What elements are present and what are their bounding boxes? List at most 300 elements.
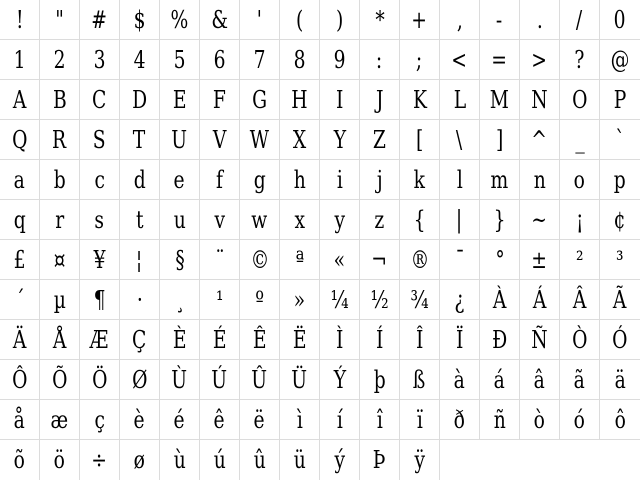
- glyph-cell[interactable]: [400, 440, 440, 480]
- glyph-cell[interactable]: [480, 40, 520, 80]
- glyph: ø: [133, 446, 146, 474]
- glyph: p: [614, 165, 626, 194]
- glyph-cell[interactable]: [80, 0, 120, 40]
- glyph-cell[interactable]: [0, 120, 40, 160]
- glyph-cell[interactable]: [240, 40, 280, 80]
- glyph: ì: [296, 405, 303, 434]
- glyph-cell[interactable]: [120, 240, 160, 280]
- glyph-cell[interactable]: [280, 440, 320, 480]
- glyph: ê: [213, 405, 226, 434]
- glyph-cell[interactable]: [560, 320, 600, 360]
- glyph-cell[interactable]: [600, 320, 640, 360]
- glyph-cell[interactable]: [40, 40, 80, 80]
- glyph-cell[interactable]: [360, 0, 400, 40]
- glyph-cell[interactable]: [400, 360, 440, 400]
- glyph-cell[interactable]: [320, 160, 360, 200]
- glyph: .: [536, 5, 543, 34]
- glyph: *: [374, 5, 385, 34]
- glyph-cell[interactable]: [0, 80, 40, 120]
- glyph: Ö: [91, 365, 108, 394]
- glyph-cell[interactable]: [520, 400, 560, 440]
- glyph: ²: [575, 245, 584, 274]
- glyph-cell[interactable]: [40, 120, 80, 160]
- glyph: â: [533, 365, 546, 394]
- glyph-cell[interactable]: [520, 240, 560, 280]
- glyph-cell[interactable]: [560, 80, 600, 120]
- glyph-cell[interactable]: [480, 120, 520, 160]
- glyph-cell[interactable]: [280, 160, 320, 200]
- glyph-cell[interactable]: [80, 280, 120, 320]
- glyph: Ï: [455, 325, 464, 354]
- glyph-cell[interactable]: [280, 280, 320, 320]
- glyph-cell[interactable]: [200, 280, 240, 320]
- glyph: Ç: [132, 325, 147, 354]
- glyph-cell[interactable]: [0, 280, 40, 320]
- glyph-cell[interactable]: [80, 160, 120, 200]
- glyph-cell[interactable]: [200, 120, 240, 160]
- glyph-cell[interactable]: [600, 280, 640, 320]
- glyph-cell[interactable]: [520, 320, 560, 360]
- glyph-cell[interactable]: [280, 0, 320, 40]
- glyph-cell[interactable]: [0, 160, 40, 200]
- glyph-cell[interactable]: [160, 280, 200, 320]
- glyph: X: [292, 125, 307, 154]
- glyph-cell[interactable]: [360, 240, 400, 280]
- glyph-cell[interactable]: [480, 200, 520, 240]
- glyph-cell[interactable]: [560, 280, 600, 320]
- glyph-cell[interactable]: [600, 360, 640, 400]
- glyph-cell[interactable]: [40, 240, 80, 280]
- glyph-cell[interactable]: [80, 120, 120, 160]
- glyph: O: [571, 85, 588, 114]
- glyph-cell[interactable]: [520, 160, 560, 200]
- glyph-cell[interactable]: [400, 80, 440, 120]
- glyph-cell[interactable]: [360, 120, 400, 160]
- glyph-cell[interactable]: [280, 400, 320, 440]
- glyph-cell[interactable]: [120, 0, 160, 40]
- glyph: ¿: [454, 285, 465, 314]
- glyph: 1: [13, 45, 26, 74]
- glyph-cell[interactable]: [360, 440, 400, 480]
- glyph: Õ: [51, 365, 68, 394]
- glyph-cell[interactable]: [240, 120, 280, 160]
- glyph: Ä: [12, 325, 27, 354]
- glyph-cell[interactable]: [560, 0, 600, 40]
- glyph: Ý: [333, 365, 346, 394]
- glyph-cell[interactable]: [440, 240, 480, 280]
- glyph-cell[interactable]: [440, 280, 480, 320]
- glyph: å: [13, 405, 26, 434]
- glyph-cell[interactable]: [240, 400, 280, 440]
- glyph: T: [133, 125, 146, 154]
- glyph-cell[interactable]: [160, 0, 200, 40]
- glyph-cell[interactable]: [280, 40, 320, 80]
- glyph-cell[interactable]: [120, 80, 160, 120]
- glyph-cell[interactable]: [320, 280, 360, 320]
- glyph: £: [13, 245, 26, 274]
- glyph-cell[interactable]: [480, 320, 520, 360]
- glyph: É: [212, 325, 227, 354]
- glyph-cell[interactable]: [320, 40, 360, 80]
- glyph-cell[interactable]: [560, 160, 600, 200]
- glyph: }: [493, 205, 506, 234]
- glyph-cell[interactable]: [200, 160, 240, 200]
- glyph: ": [55, 5, 64, 34]
- glyph-cell[interactable]: [600, 160, 640, 200]
- glyph-cell[interactable]: [520, 120, 560, 160]
- glyph-cell[interactable]: [80, 400, 120, 440]
- glyph: W: [249, 125, 270, 154]
- glyph: Z: [372, 125, 387, 154]
- glyph: ç: [94, 405, 105, 434]
- glyph: :: [376, 45, 383, 74]
- glyph: a: [13, 165, 26, 194]
- glyph-cell[interactable]: [560, 40, 600, 80]
- glyph-cell[interactable]: [0, 40, 40, 80]
- glyph-cell[interactable]: [160, 80, 200, 120]
- glyph-cell[interactable]: [520, 280, 560, 320]
- glyph: ~: [531, 205, 548, 234]
- glyph-cell[interactable]: [0, 240, 40, 280]
- glyph-cell[interactable]: [200, 360, 240, 400]
- glyph-cell[interactable]: [400, 240, 440, 280]
- glyph-cell[interactable]: [440, 80, 480, 120]
- glyph-cell[interactable]: [120, 200, 160, 240]
- glyph-cell[interactable]: [280, 360, 320, 400]
- glyph: Â: [572, 285, 587, 314]
- glyph: æ: [50, 405, 69, 434]
- glyph-cell[interactable]: [360, 400, 400, 440]
- glyph-cell[interactable]: [280, 320, 320, 360]
- glyph-cell[interactable]: [40, 160, 80, 200]
- glyph: h: [293, 165, 306, 194]
- glyph-cell[interactable]: [120, 160, 160, 200]
- glyph: U: [171, 125, 188, 154]
- glyph: e: [173, 165, 186, 194]
- glyph-cell[interactable]: [600, 0, 640, 40]
- glyph-cell[interactable]: [120, 40, 160, 80]
- glyph-cell[interactable]: [320, 320, 360, 360]
- glyph-cell[interactable]: [80, 240, 120, 280]
- glyph-cell[interactable]: [520, 80, 560, 120]
- glyph: ª: [295, 245, 304, 274]
- glyph-cell[interactable]: [160, 120, 200, 160]
- glyph-cell[interactable]: [600, 200, 640, 240]
- glyph-cell[interactable]: [600, 120, 640, 160]
- glyph: 9: [333, 45, 346, 74]
- glyph-cell[interactable]: [160, 160, 200, 200]
- glyph-cell[interactable]: [440, 320, 480, 360]
- glyph: #: [91, 5, 108, 34]
- glyph: ): [335, 5, 344, 34]
- glyph-cell[interactable]: [320, 440, 360, 480]
- glyph-cell[interactable]: [440, 400, 480, 440]
- glyph-cell[interactable]: [120, 280, 160, 320]
- glyph: Q: [11, 125, 28, 154]
- glyph-cell[interactable]: [400, 200, 440, 240]
- glyph-cell[interactable]: [480, 0, 520, 40]
- glyph-cell[interactable]: [40, 400, 80, 440]
- glyph-cell[interactable]: [0, 440, 40, 480]
- glyph-cell[interactable]: [40, 440, 80, 480]
- glyph-cell[interactable]: [240, 240, 280, 280]
- glyph-cell[interactable]: [400, 400, 440, 440]
- glyph-cell[interactable]: [320, 400, 360, 440]
- glyph-cell[interactable]: [160, 440, 200, 480]
- glyph-cell[interactable]: [240, 200, 280, 240]
- glyph: s: [94, 205, 105, 234]
- glyph: Ø: [131, 365, 148, 394]
- glyph: ¦: [136, 245, 143, 274]
- glyph: ³: [616, 245, 624, 274]
- glyph-cell[interactable]: [120, 120, 160, 160]
- glyph: D: [131, 85, 148, 114]
- glyph-cell[interactable]: [160, 360, 200, 400]
- glyph: Æ: [90, 325, 109, 354]
- glyph: ¶: [93, 285, 106, 314]
- glyph-cell[interactable]: [0, 320, 40, 360]
- glyph: ¡: [575, 205, 584, 234]
- glyph-cell[interactable]: [160, 240, 200, 280]
- glyph: >: [531, 45, 548, 74]
- glyph-cell[interactable]: [440, 40, 480, 80]
- glyph-cell[interactable]: [600, 400, 640, 440]
- glyph-cell[interactable]: [40, 280, 80, 320]
- glyph: G: [252, 85, 267, 114]
- glyph: Ù: [171, 365, 188, 394]
- glyph: R: [52, 125, 67, 154]
- glyph-cell[interactable]: [480, 160, 520, 200]
- glyph-cell[interactable]: [240, 360, 280, 400]
- glyph-cell[interactable]: [440, 200, 480, 240]
- glyph-cell[interactable]: [400, 120, 440, 160]
- glyph: Ü: [291, 365, 308, 394]
- glyph: ]: [495, 125, 504, 154]
- glyph-cell[interactable]: [160, 200, 200, 240]
- glyph: A: [12, 85, 27, 114]
- glyph: ?: [574, 45, 585, 74]
- glyph-cell[interactable]: [600, 80, 640, 120]
- glyph: 2: [53, 45, 66, 74]
- glyph-cell[interactable]: [440, 120, 480, 160]
- glyph: ´: [14, 285, 25, 314]
- glyph-cell[interactable]: [320, 120, 360, 160]
- glyph-cell[interactable]: [360, 280, 400, 320]
- glyph-cell[interactable]: [440, 360, 480, 400]
- glyph: B: [52, 85, 67, 114]
- glyph: 0: [614, 5, 626, 34]
- glyph-cell[interactable]: [240, 0, 280, 40]
- glyph: ù: [173, 446, 186, 474]
- glyph-cell[interactable]: [0, 200, 40, 240]
- glyph-cell[interactable]: [200, 200, 240, 240]
- glyph-cell[interactable]: [480, 280, 520, 320]
- glyph-cell[interactable]: [80, 80, 120, 120]
- glyph-cell[interactable]: [160, 320, 200, 360]
- glyph: È: [172, 325, 187, 354]
- glyph-cell[interactable]: [360, 40, 400, 80]
- glyph-cell[interactable]: [40, 200, 80, 240]
- glyph-cell[interactable]: [120, 360, 160, 400]
- glyph: »: [293, 285, 306, 314]
- glyph-cell[interactable]: [80, 320, 120, 360]
- glyph: ±: [531, 245, 548, 274]
- glyph-cell[interactable]: [480, 80, 520, 120]
- glyph: Y: [333, 125, 346, 154]
- glyph-cell[interactable]: [520, 200, 560, 240]
- glyph: |: [456, 205, 463, 234]
- glyph: 8: [293, 45, 306, 74]
- glyph-cell[interactable]: [280, 120, 320, 160]
- glyph-cell[interactable]: [480, 360, 520, 400]
- glyph-cell[interactable]: [320, 80, 360, 120]
- glyph-cell[interactable]: [80, 360, 120, 400]
- glyph: û: [253, 446, 266, 474]
- glyph-cell[interactable]: [240, 280, 280, 320]
- glyph-cell[interactable]: [240, 160, 280, 200]
- glyph: ò: [533, 405, 546, 434]
- glyph-cell[interactable]: [360, 320, 400, 360]
- glyph: ;: [416, 45, 423, 74]
- glyph-cell[interactable]: [200, 240, 240, 280]
- glyph-cell[interactable]: [320, 240, 360, 280]
- glyph-cell[interactable]: [200, 0, 240, 40]
- glyph: /: [576, 5, 583, 34]
- glyph: ä: [614, 365, 626, 394]
- glyph-cell[interactable]: [560, 120, 600, 160]
- glyph: I: [335, 85, 344, 114]
- glyph-cell[interactable]: [600, 40, 640, 80]
- glyph: ñ: [493, 405, 506, 434]
- glyph-cell[interactable]: [320, 0, 360, 40]
- glyph-cell[interactable]: [80, 440, 120, 480]
- glyph: Ñ: [531, 325, 548, 354]
- glyph: C: [92, 85, 107, 114]
- glyph: [: [415, 125, 424, 154]
- glyph: k: [413, 165, 426, 194]
- glyph: î: [376, 405, 383, 434]
- glyph-cell[interactable]: [0, 400, 40, 440]
- glyph-cell[interactable]: [560, 200, 600, 240]
- glyph: l: [456, 165, 463, 194]
- glyph-cell[interactable]: [40, 0, 80, 40]
- glyph-cell[interactable]: [400, 320, 440, 360]
- glyph: ß: [413, 365, 426, 394]
- glyph: 4: [133, 45, 146, 74]
- glyph: V: [212, 125, 227, 154]
- glyph-cell[interactable]: [560, 400, 600, 440]
- glyph: Ë: [292, 325, 307, 354]
- glyph-cell[interactable]: [160, 400, 200, 440]
- glyph: -: [496, 5, 503, 34]
- glyph-cell[interactable]: [40, 80, 80, 120]
- glyph-cell[interactable]: [320, 360, 360, 400]
- glyph-cell[interactable]: [360, 360, 400, 400]
- glyph-cell[interactable]: [200, 40, 240, 80]
- glyph-cell[interactable]: [200, 440, 240, 480]
- glyph-cell[interactable]: [360, 160, 400, 200]
- glyph-cell[interactable]: [0, 0, 40, 40]
- glyph-cell[interactable]: [280, 200, 320, 240]
- glyph-cell[interactable]: [200, 320, 240, 360]
- glyph-cell[interactable]: [560, 360, 600, 400]
- glyph-cell[interactable]: [280, 240, 320, 280]
- glyph-cell[interactable]: [480, 400, 520, 440]
- glyph: Í: [375, 325, 384, 354]
- glyph-cell[interactable]: [560, 240, 600, 280]
- glyph-cell[interactable]: [360, 200, 400, 240]
- glyph: =: [491, 45, 508, 74]
- glyph-cell[interactable]: [200, 80, 240, 120]
- glyph-cell[interactable]: [600, 240, 640, 280]
- glyph-cell[interactable]: [40, 320, 80, 360]
- glyph: 3: [93, 45, 106, 74]
- glyph-cell[interactable]: [400, 160, 440, 200]
- glyph-cell[interactable]: [520, 40, 560, 80]
- glyph-cell[interactable]: [240, 80, 280, 120]
- glyph: ë: [253, 405, 266, 434]
- glyph-cell[interactable]: [280, 80, 320, 120]
- glyph: b: [53, 165, 66, 194]
- glyph-cell[interactable]: [160, 40, 200, 80]
- glyph-cell[interactable]: [200, 400, 240, 440]
- glyph: +: [411, 5, 428, 34]
- glyph-cell[interactable]: [0, 360, 40, 400]
- glyph: (: [295, 5, 304, 34]
- glyph-cell[interactable]: [520, 360, 560, 400]
- glyph-cell[interactable]: [480, 240, 520, 280]
- glyph-cell[interactable]: [400, 280, 440, 320]
- glyph: o: [573, 165, 586, 194]
- glyph: ö: [53, 446, 66, 474]
- glyph: ð: [453, 405, 466, 434]
- glyph: §: [174, 245, 185, 274]
- glyph: ^: [531, 125, 548, 154]
- glyph: F: [213, 85, 226, 114]
- glyph-cell[interactable]: [40, 360, 80, 400]
- glyph: Ú: [211, 365, 228, 394]
- glyph: \: [456, 125, 463, 154]
- glyph: y: [334, 205, 345, 234]
- glyph: í: [336, 405, 343, 434]
- glyph-cell[interactable]: [520, 0, 560, 40]
- glyph-cell[interactable]: [400, 0, 440, 40]
- glyph-cell[interactable]: [360, 80, 400, 120]
- glyph-cell[interactable]: [440, 0, 480, 40]
- glyph: °: [494, 245, 505, 274]
- glyph-cell[interactable]: [440, 160, 480, 200]
- glyph: ,: [456, 5, 463, 34]
- glyph-cell[interactable]: [120, 320, 160, 360]
- glyph: 5: [173, 45, 186, 74]
- glyph-cell[interactable]: [400, 40, 440, 80]
- glyph: ó: [573, 405, 586, 434]
- glyph-cell[interactable]: [120, 400, 160, 440]
- glyph: ¸: [174, 285, 185, 314]
- glyph-cell[interactable]: [240, 440, 280, 480]
- glyph: _: [574, 125, 585, 154]
- glyph: á: [493, 365, 506, 394]
- glyph-cell[interactable]: [120, 440, 160, 480]
- glyph: Û: [251, 365, 268, 394]
- glyph-cell[interactable]: [320, 200, 360, 240]
- glyph-cell[interactable]: [80, 200, 120, 240]
- glyph: Ò: [571, 325, 588, 354]
- glyph-cell[interactable]: [240, 320, 280, 360]
- glyph: E: [172, 85, 187, 114]
- glyph-cell[interactable]: [80, 40, 120, 80]
- glyph: Þ: [373, 446, 386, 474]
